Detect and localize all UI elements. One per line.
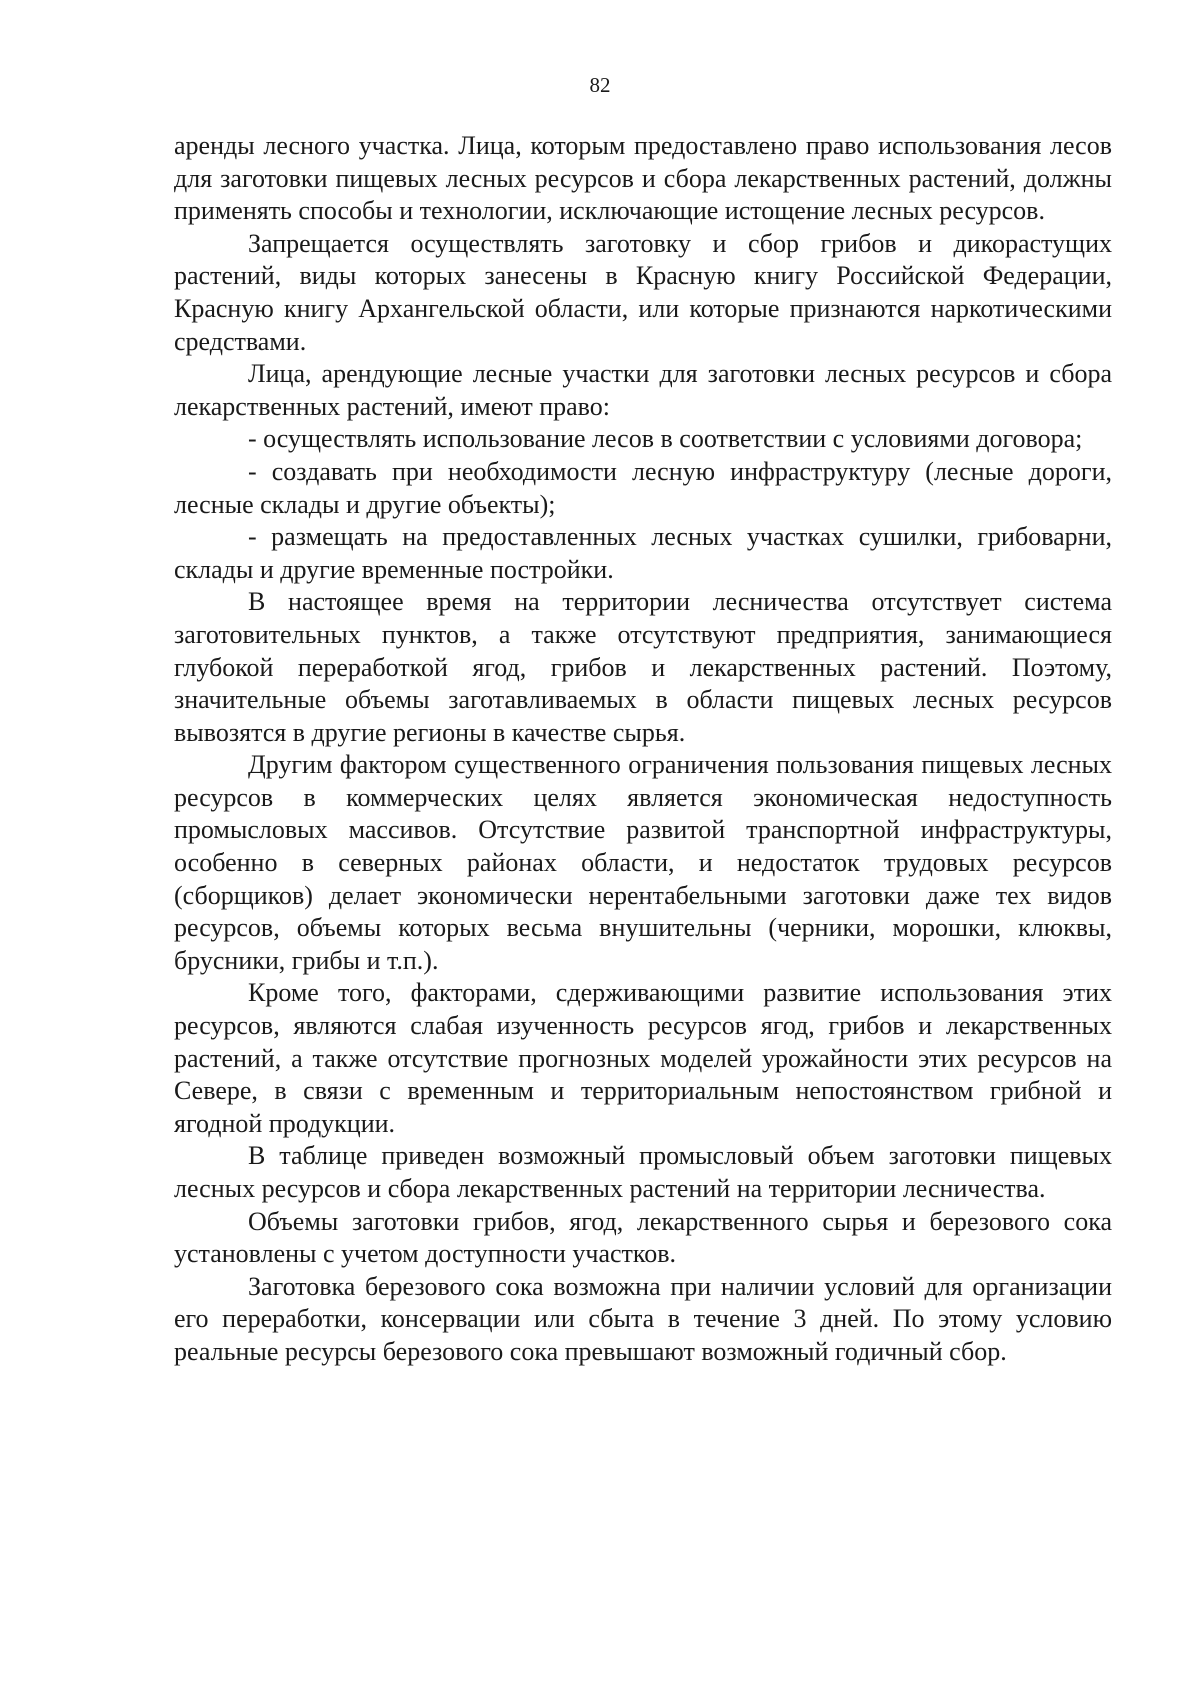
page-number: 82: [589, 73, 611, 97]
paragraph-continued: аренды лесного участка. Лица, которым предоставлено право использования лесов для заготовки пищевых лесных ресурсов и сбора лекарственных растений, должны применять способы и технологии, исключающие истощение лесных ресурсов.: [174, 131, 1112, 226]
list-item: - размещать на предоставленных лесных участках сушилки, грибоварни, склады и другие временные постройки.: [174, 522, 1112, 584]
list-item: - создавать при необходимости лесную инфраструктуру (лесные дороги, лесные склады и другие объекты);: [174, 456, 1112, 519]
paragraph: Заготовка березового сока возможна при наличии условий для организации его переработки, консервации или сбыта в течение 3 дней. По этому условию реальные ресурсы березового сока превышают возможный годичный сбор.: [174, 1271, 1112, 1366]
body-text: [174, 130, 1112, 1369]
paragraph: Запрещается осуществлять заготовку и сбор грибов и дикорастущих растений, виды которых занесены в Красную книгу Российской Федерации, Красную книгу Архангельской области, или которые признаются наркотическими средствами.: [174, 228, 1112, 356]
paragraph: Объемы заготовки грибов, ягод, лекарственного сырья и березового сока установлены с учетом доступности участков.: [174, 1206, 1112, 1269]
paragraph: В настоящее время на территории лесничества отсутствует система заготовительных пунктов, а также отсутствуют предприятия, занимающиеся глубокой переработкой ягод, грибов и лекарственных растений. Поэтому, значительные объемы заготавливаемых в области пищевых лесных ресурсов вывозятся в другие регионы в качестве сырья.: [174, 587, 1112, 747]
paragraph: Другим фактором существенного ограничения пользования пищевых лесных ресурсов в коммерческих целях является экономическая недоступность промысловых массивов. Отсутствие развитой транспортной инфраструктуры, особенно в северных районах области, и недостаток трудовых ресурсов (сборщиков) делает экономически нерентабельными заготовки даже тех видов ресурсов, объемы которых весьма внушительны (черники, морошки, клюквы, брусники, грибы и т.п.).: [174, 750, 1112, 975]
paragraph: В таблице приведен возможный промысловый объем заготовки пищевых лесных ресурсов и сбора лекарственных растений на территории лесничества.: [174, 1141, 1112, 1203]
paragraph: Лица, арендующие лесные участки для заготовки лесных ресурсов и сбора лекарственных растений, имеют право:: [174, 359, 1112, 421]
list-item: - осуществлять использование лесов в соответствии с условиями договора;: [248, 424, 1083, 454]
paragraph: Кроме того, факторами, сдерживающими развитие использования этих ресурсов, являются слабая изученность ресурсов ягод, грибов и лекарственных растений, а также отсутствие прогнозных моделей урожайности этих ресурсов на Севере, в связи с временным и территориальным непостоянством грибной и ягодной продукции.: [174, 978, 1112, 1138]
